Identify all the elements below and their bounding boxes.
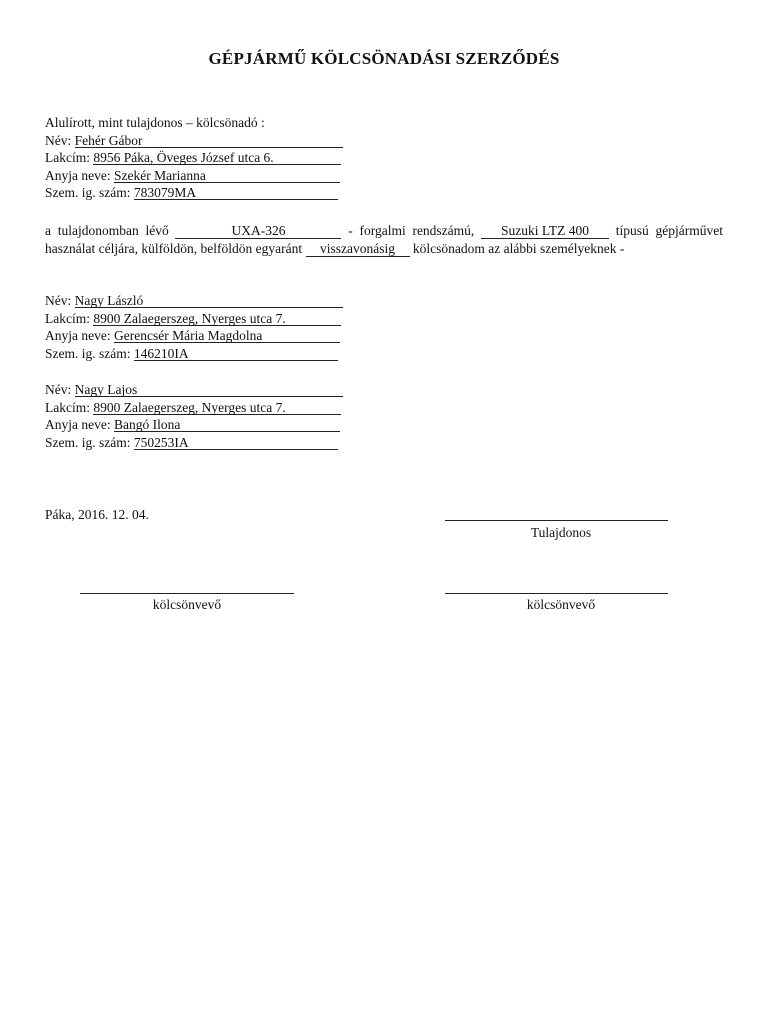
document-title: GÉPJÁRMŰ KÖLCSÖNADÁSI SZERZŐDÉS xyxy=(208,49,560,68)
borrower-1-name-value: Nagy László xyxy=(75,294,343,308)
borrower-1-address-value: 8900 Zalaegerszeg, Nyerges utca 7. xyxy=(93,312,341,326)
owner-signature-line xyxy=(445,520,668,521)
borrower-left-signature-label: kölcsönvevő xyxy=(152,597,222,612)
borrower-2-section xyxy=(45,381,343,451)
owner-name-row xyxy=(45,132,343,150)
owner-mother-label: Anyja neve: xyxy=(45,167,111,183)
borrower-2-id-row xyxy=(45,434,343,452)
borrower-2-mother-value: Bangó Ilona xyxy=(114,418,340,432)
borrower-1-id-value: 146210IA xyxy=(134,347,338,361)
borrower-2-address-row xyxy=(45,399,343,417)
borrower-2-address-label: Lakcím: xyxy=(45,399,90,415)
borrower-right-signature-label: kölcsönvevő xyxy=(526,597,596,612)
owner-section xyxy=(45,114,343,202)
plate-value: UXA-326 xyxy=(175,224,341,239)
clause-part1: a tulajdonomban lévő xyxy=(45,223,169,238)
model-value: Suzuki LTZ 400 xyxy=(481,224,609,239)
owner-mother-value: Szekér Marianna xyxy=(114,169,340,183)
borrower-1-address-row xyxy=(45,310,343,328)
owner-address-label: Lakcím: xyxy=(45,150,90,166)
lending-clause xyxy=(45,222,723,257)
owner-id-value: 783079MA xyxy=(134,186,338,200)
owner-address-row xyxy=(45,149,343,167)
owner-mother-row xyxy=(45,167,343,185)
clause-part4: kölcsönadom az alábbi személyeknek - xyxy=(412,240,625,256)
owner-id-label: Szem. ig. szám: xyxy=(45,185,131,201)
borrower-1-section xyxy=(45,292,343,362)
owner-address-value: 8956 Páka, Öveges József utca 6. xyxy=(93,151,341,165)
borrower-1-name-row xyxy=(45,292,343,310)
borrower-2-address-value: 8900 Zalaegerszeg, Nyerges utca 7. xyxy=(93,401,341,415)
borrower-left-signature-line xyxy=(80,593,294,594)
clause-part2: - forgalmi rendszámú, xyxy=(348,223,475,238)
borrower-2-mother-label: Anyja neve: xyxy=(45,417,111,433)
owner-name-label: Név: xyxy=(45,132,72,148)
borrower-1-mother-row xyxy=(45,327,343,345)
borrower-2-id-label: Szem. ig. szám: xyxy=(45,434,131,450)
owner-signature-label: Tulajdonos xyxy=(530,525,592,540)
owner-intro: Alulírott, mint tulajdonos – kölcsönadó : xyxy=(45,115,265,130)
borrower-right-signature-line xyxy=(445,593,668,594)
borrower-1-mother-value: Gerencsér Mária Magdolna xyxy=(114,329,340,343)
clause-part3: típusú gépjárművet használat céljára, külföldön, belföldön egyaránt xyxy=(45,223,724,256)
borrower-1-mother-label: Anyja neve: xyxy=(45,328,111,344)
borrower-2-mother-row xyxy=(45,416,343,434)
duration-value: visszavonásig xyxy=(306,242,410,257)
owner-name-value: Fehér Gábor xyxy=(75,134,343,148)
borrower-2-name-value: Nagy Lajos xyxy=(75,383,343,397)
borrower-1-name-label: Név: xyxy=(45,293,72,308)
owner-id-row xyxy=(45,184,343,202)
borrower-2-name-row xyxy=(45,381,343,399)
borrower-2-id-value: 750253IA xyxy=(134,436,338,450)
borrower-1-address-label: Lakcím: xyxy=(45,310,90,326)
place-and-date: Páka, 2016. 12. 04. xyxy=(45,507,149,522)
borrower-1-id-label: Szem. ig. szám: xyxy=(45,345,131,361)
borrower-1-id-row xyxy=(45,345,343,363)
borrower-2-name-label: Név: xyxy=(45,382,72,397)
